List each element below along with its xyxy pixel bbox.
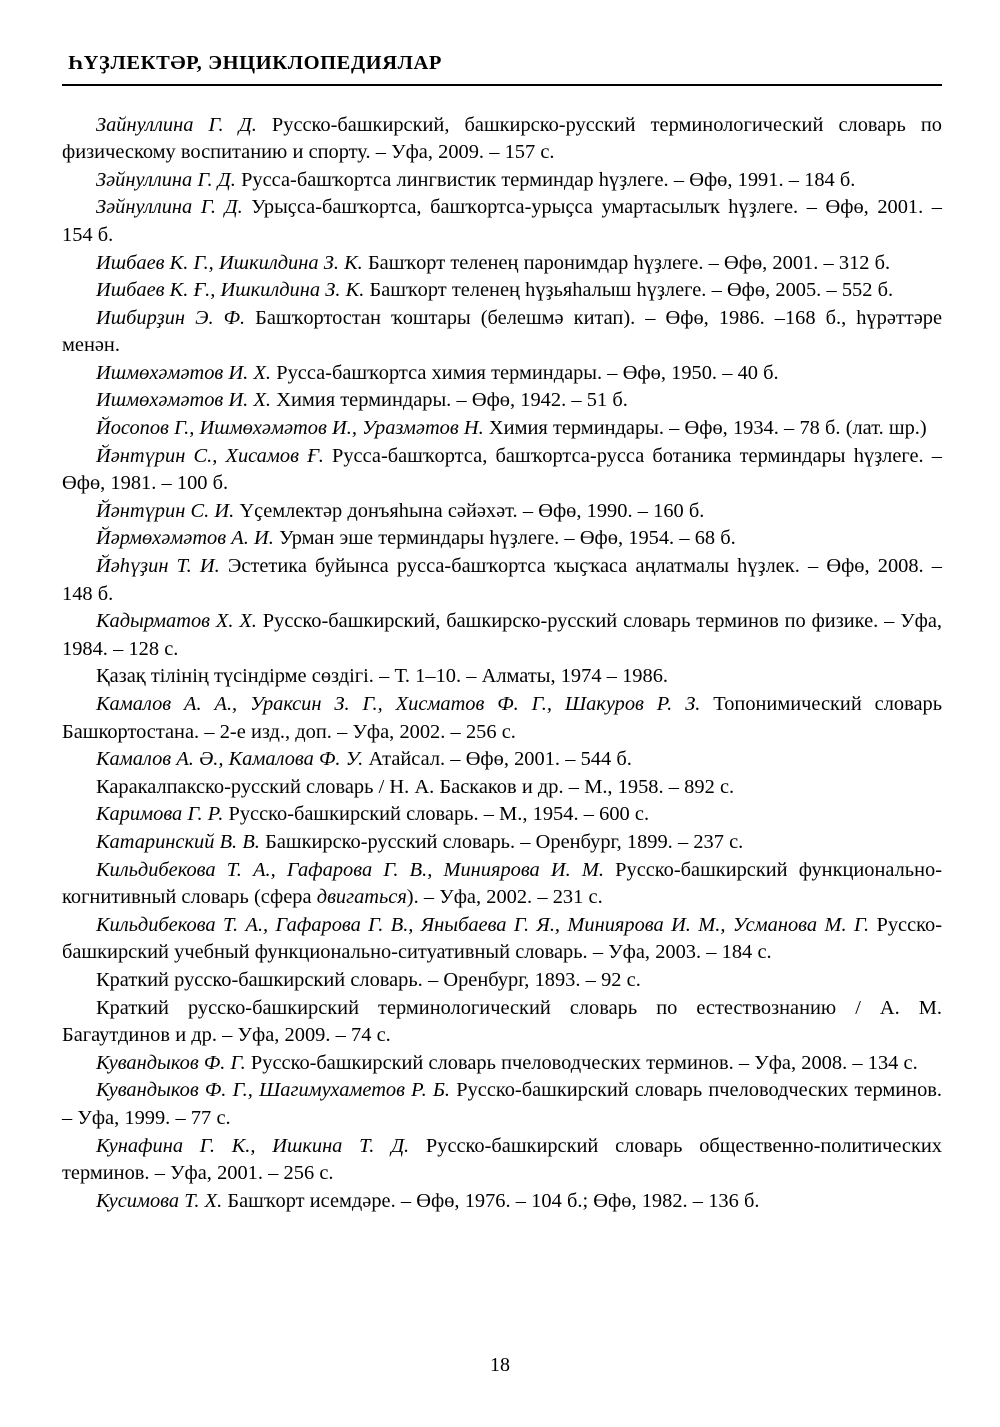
page-number: 18 (490, 1354, 510, 1376)
entry-text: Башҡорт теленең һүҙьяһалыш һүҙлеге. – Өфө, 2005. – 552 б. (364, 279, 894, 302)
entry-text: Химия терминдары. – Өфө, 1942. – 51 б. (271, 389, 628, 412)
running-head: ҺҮҘЛЕКТӘР, ЭНЦИКЛОПЕДИЯЛАР (68, 52, 443, 74)
entry-text: Русско-башкирский словарь. – М., 1954. – 600 с. (223, 803, 650, 826)
entry-author: Йәнтүрин С., Хисамов Ғ. (96, 444, 324, 467)
entry-text: Краткий русско-башкирский словарь. – Оренбург, 1893. – 92 с. (96, 968, 641, 991)
entry-author: Ишмөхәмәтов И. Х. (96, 361, 272, 384)
bibliography-entry (62, 415, 942, 443)
bibliography-list (62, 112, 942, 1216)
bibliography-entry (62, 608, 942, 663)
entry-text: Башҡорт теленең паронимдар һүҙлеге. – Өфө, 2001. – 312 б. (362, 251, 891, 274)
entry-text: Урман эше терминдары һүҙлеге. – Өфө, 1954. – 68 б. (273, 527, 736, 550)
entry-author: Камалов А. Ә., Камалова Ф. У. (96, 748, 364, 771)
entry-text: Русско-башкирский, башкирско-русский словарь терминов по физике. – Уфа, 1984. – 128 с. (62, 610, 942, 660)
entry-author: Кувандыков Ф. Г., Шагимухаметов Р. Б. (96, 1079, 451, 1102)
bibliography-entry (62, 857, 942, 912)
entry-text: Русско-башкирский словарь общественно-политических терминов. – Уфа, 2001. – 256 с. (62, 1134, 942, 1185)
bibliography-entry (62, 305, 942, 360)
bibliography-entry (62, 525, 942, 553)
entry-text: Русса-башҡортса лингвистик терминдар һүҙлеге. – Өфө, 1991. – 184 б. (235, 168, 856, 191)
bibliography-entry (62, 1050, 942, 1078)
bibliography-entry (62, 801, 942, 829)
entry-author: Йосопов Г., Ишмөхәмәтов И., Уразмәтов Н. (96, 417, 484, 440)
entry-text: Химия терминдары. – Өфө, 1934. – 78 б. (лат. шр.) (483, 417, 927, 440)
bibliography-entry (62, 1077, 942, 1132)
entry-author: Йәрмөхәмәтов А. И. (96, 527, 274, 550)
bibliography-entry (62, 1133, 942, 1188)
entry-author: Каримова Г. Р. (96, 803, 224, 826)
entry-text: Краткий русско-башкирский терминологический словарь по естествознанию / А. М. Багаутдинов и др. – Уфа, 2009. – 74 с. (62, 996, 942, 1047)
bibliography-entry (62, 112, 942, 167)
bibliography-entry (62, 746, 942, 774)
entry-text: Атайсал. – Өфө, 2001. – 544 б. (363, 748, 632, 771)
entry-author: Йәһүҙин Т. И. (96, 555, 220, 578)
bibliography-entry (62, 360, 942, 388)
entry-text: Русско-башкирский словарь пчеловодческих терминов. – Уфа, 1999. – 77 с. (62, 1079, 943, 1129)
bibliography-entry (62, 167, 942, 195)
entry-author: Кувандыков Ф. Г. (96, 1051, 246, 1074)
bibliography-entry (62, 387, 942, 415)
entry-author: Кунафина Г. К., Ишкина Т. Д. (96, 1134, 410, 1157)
bibliography-entry (62, 829, 942, 857)
bibliography-entry (62, 663, 942, 691)
bibliography-entry (62, 277, 942, 305)
entry-author: Зайнуллина Г. Д. (96, 113, 257, 136)
bibliography-entry (62, 774, 942, 802)
entry-text: Башкирско-русский словарь. – Оренбург, 1899. – 237 с. (259, 830, 744, 853)
entry-text: Урыҫса-башҡортса, башҡортса-урыҫса умартасылыҡ һүҙлеге. – Өфө, 2001. – 154 б. (62, 196, 942, 246)
entry-text: Русса-башҡортса, башҡортса-русса ботаника терминдары һүҙлеге. – Өфө, 1981. – 100 б. (62, 444, 942, 495)
entry-author: Ишмөхәмәтов И. Х. (96, 389, 272, 412)
bibliography-entry (62, 967, 942, 995)
entry-text: Эстетика буйынса русса-башҡортса ҡыҫҡаса аңлатмалы һүҙлек. – Өфө, 2008. – 148 б. (62, 555, 942, 605)
entry-author: Йәнтүрин С. И. (96, 499, 235, 522)
entry-author: Ишбаев К. Г., Ишкилдина З. К. (96, 251, 363, 274)
entry-author: Кусимова Т. Х. (96, 1189, 223, 1212)
entry-author: Зәйнуллина Г. Д. (96, 168, 236, 191)
entry-text: Русско-башкирский, башкирско-русский терминологический словарь по физическому воспитанию и спорту. – Уфа, 2009. – 157 с. (62, 113, 942, 164)
entry-text: Русско-башкирский функционально-когнитивный словарь (сфера (62, 858, 943, 909)
entry-text: Каракалпакско-русский словарь / Н. А. Баскаков и др. – М., 1958. – 892 с. (96, 775, 735, 798)
entry-text: Үҫемлектәр донъяһына сәйәхәт. – Өфө, 1990. – 160 б. (234, 499, 705, 522)
bibliography-entry (62, 553, 942, 608)
entry-text: Қазақ тілінің түсіндірме сөздігі. – Т. 1–10. – Алматы, 1974 – 1986. (96, 665, 668, 688)
entry-text: Башҡортостан ҡоштары (белешмә китап). – Өфө, 1986. –168 б., һүрәттәре менән. (62, 306, 942, 357)
entry-text: Русско-башкирский учебный функционально-ситуативный словарь. – Уфа, 2003. – 184 с. (62, 913, 942, 964)
entry-text: Башҡорт исемдәре. – Өфө, 1976. – 104 б.; Өфө, 1982. – 136 б. (222, 1189, 760, 1212)
entry-author: Ишбаев К. Ғ., Ишкилдина З. К. (96, 279, 365, 302)
bibliography-entry (62, 498, 942, 526)
entry-author: Кильдибекова Т. А., Гафарова Г. В., Яныбаева Г. Я., Миниярова И. М., Усманова М. Г. (96, 913, 870, 936)
entry-text: Топонимический словарь Башкортостана. – 2-е изд., доп. – Уфа, 2002. – 256 с. (62, 693, 942, 743)
bibliography-entry (62, 1188, 942, 1216)
header-divider-rule (62, 84, 942, 86)
entry-author: Ишбирҙин Э. Ф. (96, 306, 246, 329)
bibliography-entry (62, 443, 942, 498)
bibliography-entry (62, 691, 942, 746)
entry-author: Кильдибекова Т. А., Гафарова Г. В., Миниярова И. М. (96, 858, 604, 881)
entry-author: Кадырматов Х. Х. (96, 610, 257, 633)
bibliography-entry (62, 250, 942, 278)
entry-text: Русса-башҡортса химия терминдары. – Өфө, 1950. – 40 б. (271, 361, 779, 384)
entry-author: Катаринский В. В. (96, 830, 260, 853)
entry-author: Зәйнуллина Г. Д. (96, 196, 243, 219)
entry-text: ). – Уфа, 2002. – 231 с. (406, 886, 603, 909)
entry-author: Камалов А. А., Ураксин З. Г., Хисматов Ф. Г., Шакуров Р. З. (96, 693, 701, 716)
entry-emphasis: двигаться (316, 886, 407, 909)
entry-text: Русско-башкирский словарь пчеловодческих терминов. – Уфа, 2008. – 134 с. (245, 1051, 918, 1074)
bibliography-entry (62, 912, 942, 967)
bibliography-entry (62, 194, 942, 249)
bibliography-entry (62, 995, 942, 1050)
